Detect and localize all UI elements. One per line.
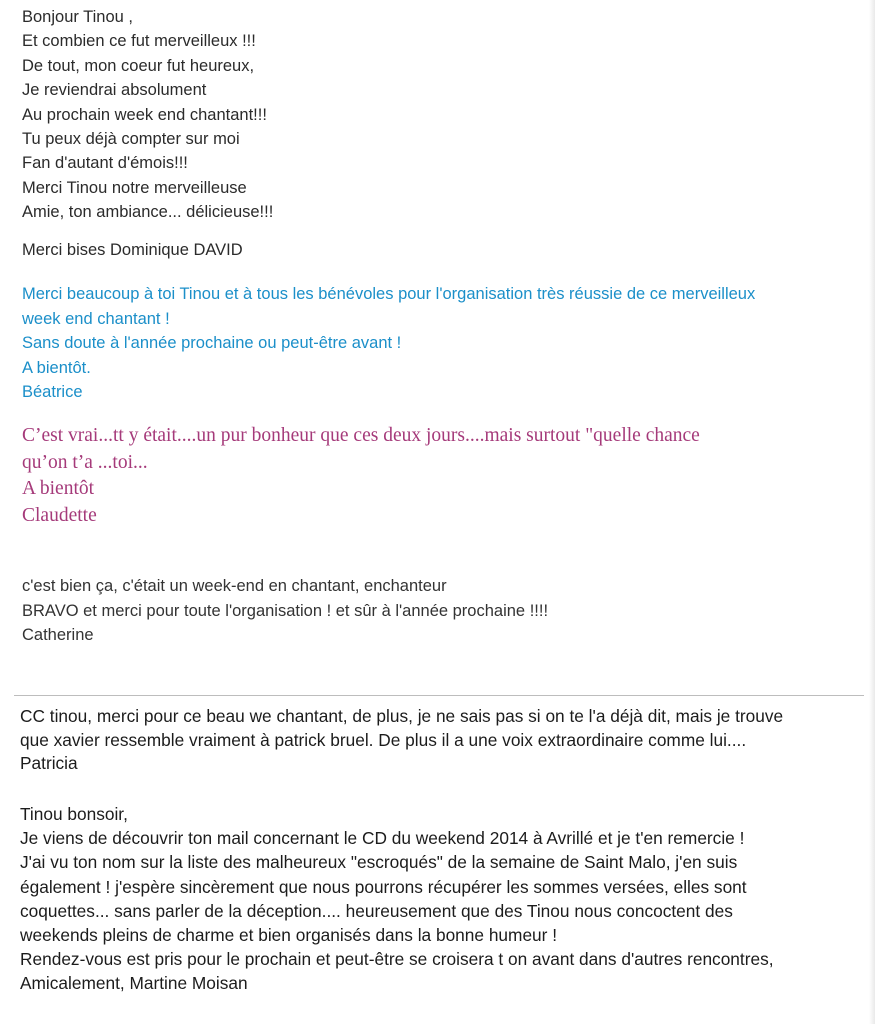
- signature-line: Amicalement, Martine Moisan: [20, 973, 248, 994]
- scan-edge: [869, 0, 875, 1024]
- text-line: Bonjour Tinou ,: [22, 8, 133, 26]
- signature-line: Béatrice: [22, 383, 83, 401]
- text-line: De tout, mon coeur fut heureux,: [22, 56, 255, 75]
- message-martine: [20, 802, 774, 996]
- text-line: J'ai vu ton nom sur la liste des malheureux "escroqués" de la semaine de Saint Malo, j'en suis: [20, 852, 738, 873]
- text-line: Et combien ce fut merveilleux !!!: [22, 32, 256, 51]
- signature-line: Patricia: [20, 753, 78, 773]
- signature-line: Merci bises Dominique DAVID: [22, 241, 243, 259]
- text-line: Tinou bonsoir,: [20, 804, 128, 824]
- text-line: Merci Tinou notre merveilleuse: [22, 178, 247, 197]
- text-line: C’est vrai...tt y était....un pur bonheur que ces deux jours....mais surtout "quelle chance: [22, 425, 700, 446]
- text-line: CC tinou, merci pour ce beau we chantant, de plus, je ne sais pas si on te l'a déjà dit, mais je trouve: [20, 706, 784, 726]
- message-claudette: [22, 423, 700, 529]
- text-line: Rendez-vous est pris pour le prochain et peut-être se croisera t on avant dans d'autres rencontres,: [20, 949, 774, 970]
- message-catherine: [22, 574, 548, 648]
- message-dominique-signature: [22, 238, 243, 262]
- text-line: Au prochain week end chantant!!!: [22, 105, 267, 124]
- text-line: Je viens de découvrir ton mail concernant le CD du weekend 2014 à Avrillé et je t'en remercie !: [20, 828, 745, 849]
- text-line: Sans doute à l'année prochaine ou peut-être avant !: [22, 334, 402, 352]
- section-divider: [14, 695, 864, 696]
- text-line: Merci beaucoup à toi Tinou et à tous les bénévoles pour l'organisation très réussie de ce merveilleux: [22, 285, 756, 303]
- text-line: Tu peux déjà compter sur moi: [22, 130, 240, 149]
- text-line: Je reviendrai absolument: [22, 81, 207, 100]
- text-line: qu’on t’a ...toi...: [22, 451, 148, 473]
- text-line: BRAVO et merci pour toute l'organisation ! et sûr à l'année prochaine !!!!: [22, 601, 549, 620]
- text-line: que xavier ressemble vraiment à patrick bruel. De plus il a une voix extraordinaire comme lui....: [20, 729, 747, 750]
- message-dominique-poem: [22, 5, 273, 225]
- text-line: A bientôt.: [22, 358, 91, 377]
- text-line: weekends pleins de charme et bien organisés dans la bonne humeur !: [20, 925, 558, 946]
- message-beatrice: [22, 282, 755, 405]
- text-line: Amie, ton ambiance... délicieuse!!!: [22, 203, 274, 222]
- text-line: A bientôt: [22, 478, 95, 499]
- signature-line: Claudette: [22, 504, 97, 526]
- text-line: c'est bien ça, c'était un week-end en chantant, enchanteur: [22, 577, 447, 595]
- message-patricia: [20, 705, 783, 776]
- text-line: Fan d'autant d'émois!!!: [22, 154, 188, 173]
- text-line: week end chantant !: [22, 309, 170, 328]
- signature-line: Catherine: [22, 626, 94, 644]
- text-line: également ! j'espère sincèrement que nous pourrons récupérer les sommes versées, elles sont: [20, 876, 747, 897]
- text-line: coquettes... sans parler de la déception.... heureusement que des Tinou nous concoctent des: [20, 900, 733, 921]
